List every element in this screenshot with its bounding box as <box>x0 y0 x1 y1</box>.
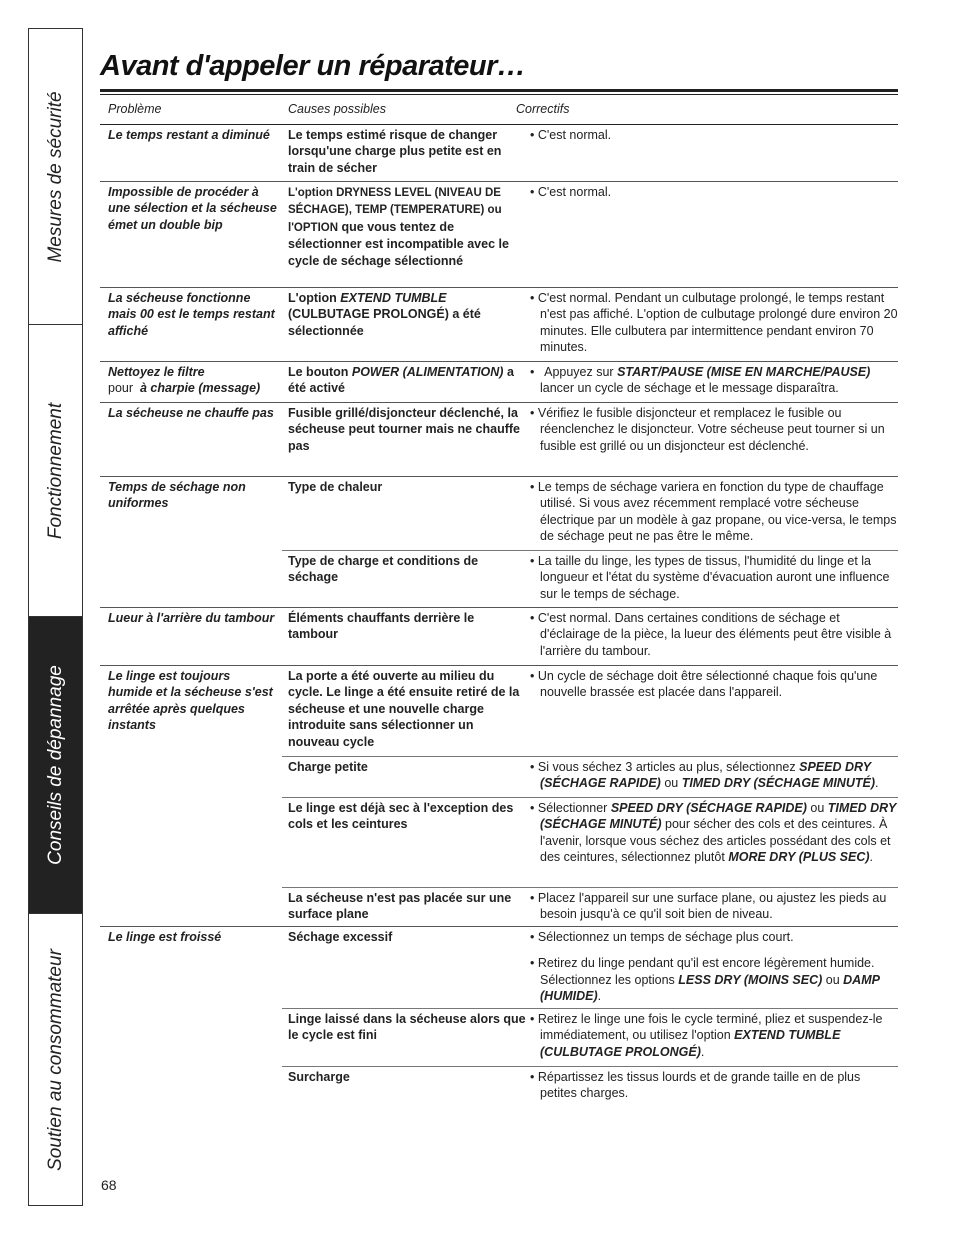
cause-cell: Séchage excessif <box>288 930 393 944</box>
fix-cell: • Retirez du linge pendant qu'il est encore légèrement humide. Sélectionnez les options LESS DRY (MOINS SEC) ou DAMP (HUMIDE). <box>530 956 880 1004</box>
table-row <box>100 666 898 927</box>
table-row <box>100 182 898 288</box>
table-row <box>100 288 898 362</box>
fix-cell: • Sélectionner SPEED DRY (SÉCHAGE RAPIDE) ou TIMED DRY (SÉCHAGE MINUTÉ) pour sécher des cols et des ceintures. À l'avenir, lorsque vous séchez des articles possédant des cols et des ceintures, sélectionnez plutôt MORE DRY (PLUS SEC). <box>530 801 897 865</box>
fix-cell: • Répartissez les tissus lourds et de grande taille en de plus petites charges. <box>530 1070 861 1101</box>
problem-cell: Temps de séchage non uniformes <box>108 480 246 511</box>
fix-cell: • Un cycle de séchage doit être sélectionné chaque fois qu'une nouvelle brassée est placée dans l'appareil. <box>530 669 878 700</box>
tab-soutien-au-consommateur[interactable]: Soutien au consommateur <box>44 949 66 1171</box>
problem-cell: Le temps restant a diminué <box>108 128 270 142</box>
cause-cell: Type de charge et conditions de séchage <box>288 554 479 585</box>
problem-cell: Le linge est froissé <box>108 930 222 944</box>
fix-cell: • La taille du linge, les types de tissus, l'humidité du linge et la longueur et l'état du système d'évacuation auront une influence sur le temps de séchage. <box>530 554 890 601</box>
header-problem: Problème <box>108 102 162 116</box>
title-rule <box>100 89 898 92</box>
cause-cell: Linge laissé dans la sécheuse alors que le cycle est fini <box>288 1012 526 1043</box>
header-fixes: Correctifs <box>516 102 570 116</box>
cause-cell: L'option DRYNESS LEVEL (NIVEAU DE SÉCHAGE), TEMP (TEMPERATURE) ou l'OPTION que vous tentez de sélectionner est incompatible avec le cycle de séchage sélectionné <box>288 187 509 268</box>
fix-cell: • C'est normal. Dans certaines conditions de séchage et d'éclairage de la pièce, la lueur des éléments peut être visible à l'arrière du tambour. <box>530 611 892 658</box>
table-row <box>100 403 898 477</box>
table-row <box>100 477 898 608</box>
fix-cell: • C'est normal. <box>530 185 612 199</box>
fix-cell: • Retirez le linge une fois le cycle terminé, pliez et suspendez-le immédiatement, ou utilisez l'option EXTEND TUMBLE (CULBUTAGE PROLONGÉ). <box>530 1012 883 1059</box>
fix-cell: • Le temps de séchage variera en fonction du type de chauffage utilisé. Si vous avez récemment remplacé votre sécheuse électrique par un modèle à gaz propane, ou vice-versa, le temps de séchage peut ne pas être le même. <box>530 480 897 544</box>
cause-cell: Le linge est déjà sec à l'exception des cols et les ceintures <box>288 801 514 832</box>
problem-cell: Le linge est toujours humide et la sécheuse s'est arrêtée après quelques instants <box>108 669 273 733</box>
problem-cell: Impossible de procéder à une sélection et la sécheuse émet un double bip <box>108 185 277 232</box>
fix-cell: • Sélectionnez un temps de séchage plus court. <box>530 930 794 944</box>
troubleshooting-table <box>100 98 898 1107</box>
table-row <box>100 927 898 1107</box>
fix-cell: • C'est normal. Pendant un culbutage prolongé, le temps restant n'est pas affiché. L'option de culbutage prolongé dure environ 20 minutes. Elle culbutera par intermittence pendant environ 70 minutes. <box>530 291 898 355</box>
fix-cell: • Appuyez sur START/PAUSE (MISE EN MARCHE/PAUSE) lancer un cycle de séchage et le message disparaîtra. <box>530 365 871 396</box>
cause-cell: Le bouton POWER (ALIMENTATION) a été activé <box>288 365 514 396</box>
title-rule-thin <box>100 94 898 95</box>
table-row <box>100 608 898 666</box>
table-row <box>100 362 898 403</box>
table-header <box>100 98 898 125</box>
problem-cell: Lueur à l'arrière du tambour <box>108 611 275 625</box>
section-tabs <box>28 28 83 1206</box>
page-title: Avant d'appeler un réparateur… <box>100 50 526 82</box>
problem-cell: Nettoyez le filtre pour à charpie (message) <box>108 365 261 396</box>
cause-cell: La sécheuse n'est pas placée sur une surface plane <box>288 891 512 922</box>
tab-mesures-de-securite[interactable]: Mesures de sécurité <box>29 29 82 325</box>
cause-cell: Fusible grillé/disjoncteur déclenché, la sécheuse peut tourner mais ne chauffe pas <box>288 406 521 453</box>
fix-cell: • C'est normal. <box>530 128 612 142</box>
tab-fonctionnement[interactable]: Fonctionnement <box>29 325 82 617</box>
table-row <box>100 125 898 182</box>
cause-cell: La porte a été ouverte au milieu du cycle. Le linge a été ensuite retiré de la sécheuse et une nouvelle charge introduite sans sélectionner un nouveau cycle <box>288 669 520 749</box>
cause-cell: Type de chaleur <box>288 480 383 494</box>
problem-cell: La sécheuse ne chauffe pas <box>108 406 274 420</box>
cause-cell: Charge petite <box>288 760 368 774</box>
fix-cell: • Placez l'appareil sur une surface plane, ou ajustez les pieds au besoin jusqu'à ce qu'il soit bien de niveau. <box>530 891 887 922</box>
cause-cell: L'option EXTEND TUMBLE (CULBUTAGE PROLONGÉ) a été sélectionnée <box>288 291 481 338</box>
cause-cell: Éléments chauffants derrière le tambour <box>288 611 475 642</box>
tab-conseils-de-depannage[interactable]: Conseils de dépannage <box>29 617 82 914</box>
cause-cell: Surcharge <box>288 1070 350 1084</box>
fix-cell: • Vérifiez le fusible disjoncteur et remplacez le fusible ou réenclenchez le disjoncteur. Votre sécheuse peut tourner si un fusible est grillé ou un disjoncteur est déclenché. <box>530 406 885 453</box>
header-causes: Causes possibles <box>288 102 386 116</box>
page-number: 68 <box>101 1177 117 1193</box>
fix-cell: • Si vous séchez 3 articles au plus, sélectionnez SPEED DRY (SÉCHAGE RAPIDE) ou TIMED DRY (SÉCHAGE MINUTÉ). <box>530 760 879 791</box>
problem-cell: La sécheuse fonctionne mais 00 est le temps restant affiché <box>108 291 275 338</box>
cause-cell: Le temps estimé risque de changer lorsqu'une charge plus petite est en train de sécher <box>288 128 502 175</box>
